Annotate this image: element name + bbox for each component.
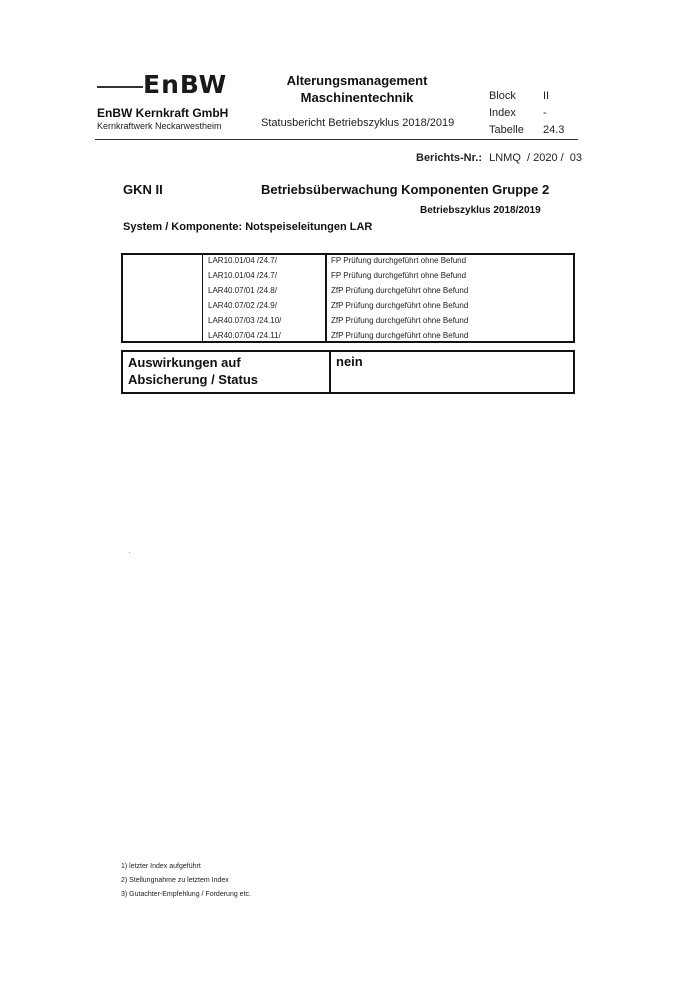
meta-label-block: Block	[489, 90, 516, 102]
header-rule	[95, 139, 578, 140]
row-result: FP Prüfung durchgeführt ohne Befund	[331, 256, 467, 265]
row-result: ZfP Prüfung durchgeführt ohne Befund	[331, 286, 469, 295]
logo-rule	[97, 86, 143, 88]
meta-value-index: -	[543, 107, 547, 119]
row-id: LAR40.07/03 /24.10/	[208, 316, 282, 325]
impact-label-line1: Auswirkungen auf	[128, 355, 241, 370]
doc-title-line1: Alterungsmanagement	[286, 73, 428, 88]
report-number	[416, 152, 582, 164]
row-id: LAR40.07/02 /24.9/	[208, 301, 277, 310]
table-divider	[325, 255, 327, 341]
impact-label	[128, 354, 258, 388]
row-id: LAR40.07/04 /24.11/	[208, 331, 281, 340]
system-component: System / Komponente: Notspeiseleitungen LAR	[123, 221, 373, 233]
doc-title-line2: Maschinentechnik	[300, 90, 414, 105]
footnote: 3) Gutachter-Empfehlung / Forderung etc.	[121, 891, 251, 898]
row-result: ZfP Prüfung durchgeführt ohne Befund	[331, 316, 469, 325]
meta-label-table: Tabelle	[489, 124, 524, 136]
plant-name: Kernkraftwerk Neckarwestheim	[97, 121, 222, 131]
table-divider	[202, 255, 203, 341]
section-title: Betriebsüberwachung Komponenten Gruppe 2	[261, 182, 550, 197]
report-number-label: Berichts-Nr.:	[416, 152, 483, 164]
operating-cycle: Betriebszyklus 2018/2019	[420, 205, 541, 216]
meta-label-index: Index	[489, 107, 516, 119]
impact-label-line2: Absicherung / Status	[128, 372, 259, 387]
row-id: LAR40.07/01 /24.8/	[208, 286, 277, 295]
row-result: FP Prüfung durchgeführt ohne Befund	[331, 271, 467, 280]
row-id: LAR10.01/04 /24.7/	[208, 256, 277, 265]
row-result: ZfP Prüfung durchgeführt ohne Befund	[331, 331, 469, 340]
row-result: ZfP Prüfung durchgeführt ohne Befund	[331, 301, 469, 310]
scan-speck	[129, 552, 130, 553]
status-report: Statusbericht Betriebszyklus 2018/2019	[261, 117, 455, 129]
table-divider	[329, 352, 331, 392]
unit-label: GKN II	[123, 182, 163, 197]
row-id: LAR10.01/04 /24.7/	[208, 271, 277, 280]
report-number-value: LNMQ / 2020 / 03	[489, 152, 583, 164]
footnote: 2) Stellungnahme zu letztem Index	[121, 877, 229, 884]
meta-value-table: 24.3	[543, 124, 565, 136]
meta-value-block: II	[543, 90, 550, 102]
enbw-logo: EnBW	[143, 70, 228, 99]
footnote: 1) letzter Index aufgeführt	[121, 863, 201, 870]
company-name: EnBW Kernkraft GmbH	[97, 106, 229, 120]
impact-value: nein	[336, 354, 363, 369]
inspection-table	[121, 253, 575, 343]
